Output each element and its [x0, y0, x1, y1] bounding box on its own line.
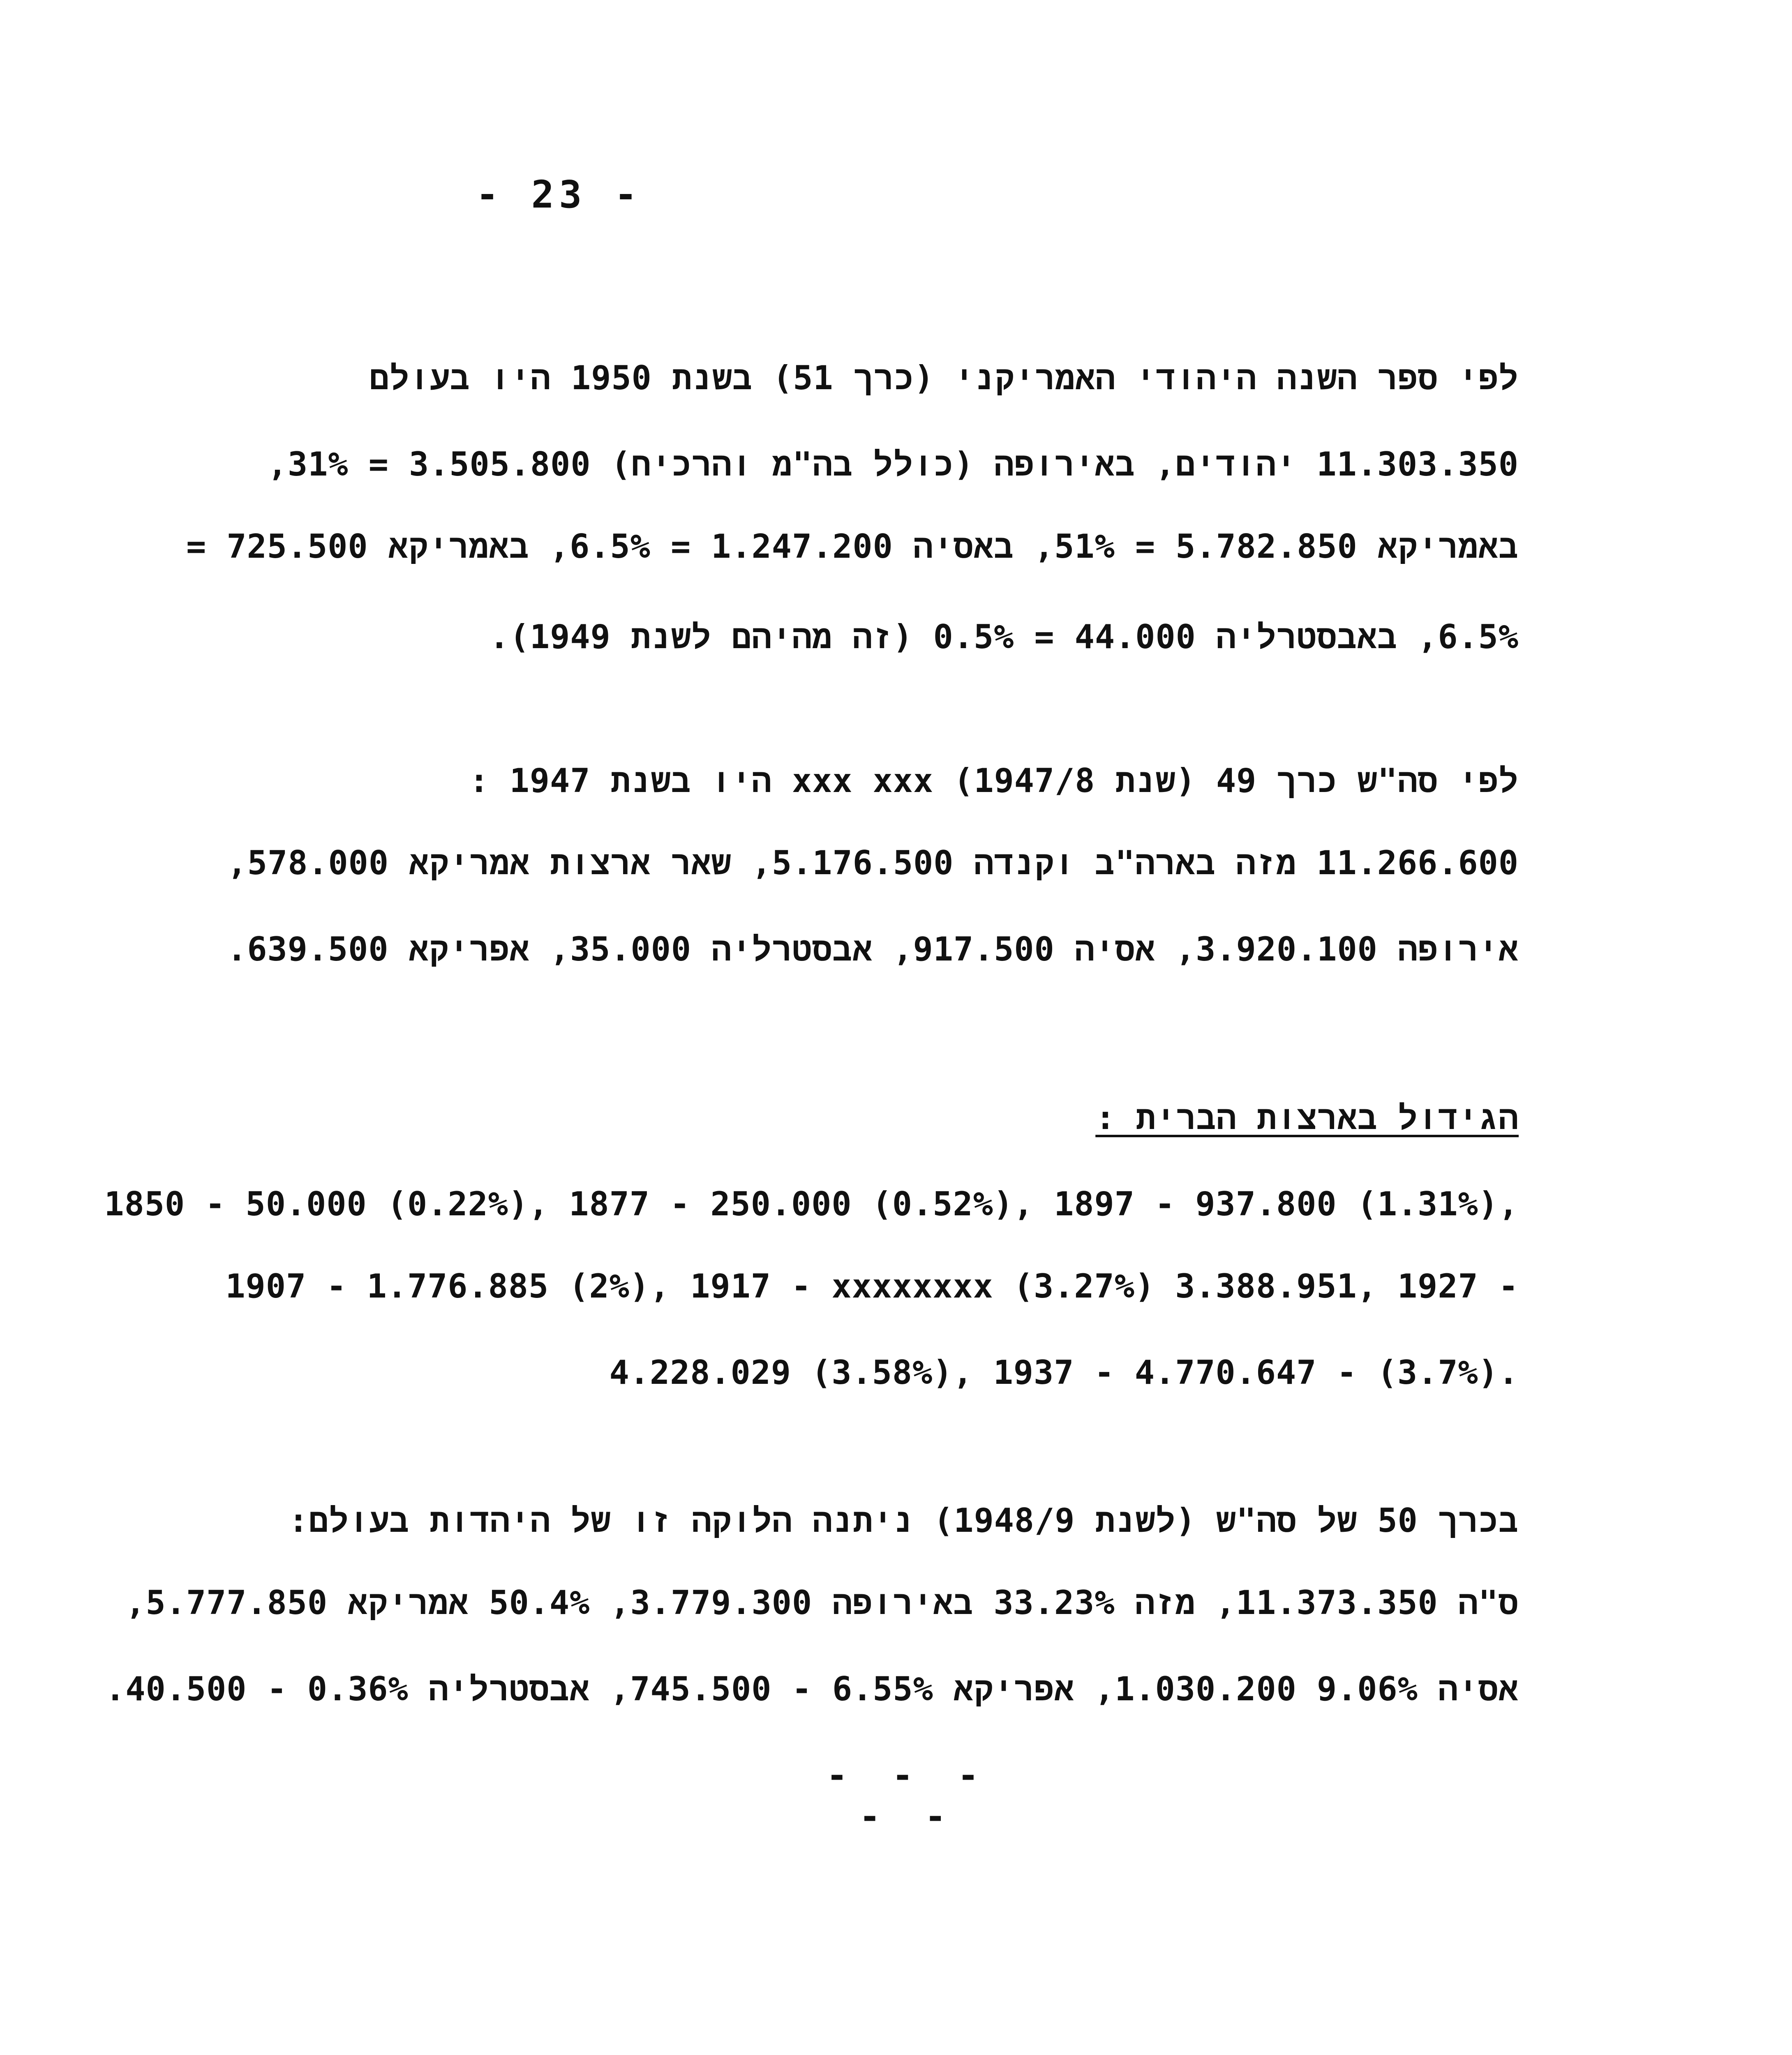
- text-line: לפי סה"ש כרך 49 (שנת 1947/8) xxx xxx היו בשנת 1947 :: [469, 762, 1519, 800]
- text-line: אירופה 3.920.100, אסיה 917.500, אבסטרליה 35.000, אפריקא 639.500.: [227, 930, 1519, 968]
- text-line: באמריקא 5.782.850 = 51%, באסיה 1.247.200 = 6.5%, באמריקא 725.500 =: [186, 527, 1519, 566]
- closing-dashes: - - - - -: [826, 1755, 991, 1837]
- section-heading: הגידול בארצות הברית :: [1095, 1099, 1519, 1137]
- text-line: 6.5%, באבסטרליה 44.000 = 0.5% (זה מהיהם לשנת 1949).: [489, 618, 1519, 656]
- text-line: 1907 - 1.776.885 (2%), 1917 - xxxxxxxx (3.27%) 3.388.951, 1927 -: [225, 1267, 1519, 1305]
- text-line: ס"ה 11.373.350, מזה 33.23% באירופה 3.779.300, 50.4% אמריקא 5.777.850,: [125, 1584, 1519, 1622]
- text-line: 11.303.350 יהודים, באירופה (כולל בה"מ והרכיח) 3.505.800 = 31%,: [267, 445, 1519, 483]
- text-line: 4.228.029 (3.58%), 1937 - 4.770.647 - (3.7%).: [609, 1353, 1519, 1392]
- text-line: 11.266.600 מזה בארה"ב וקנדה 5.176.500, שאר ארצות אמריקא 578.000,: [227, 844, 1519, 882]
- text-line: בכרך 50 של סה"ש (לשנת 1948/9) ניתנה הלוקה זו של היהדות בעולם:: [288, 1501, 1519, 1540]
- page-number: - 23 -: [476, 173, 642, 217]
- text-line: לפי ספר השנה היהודי האמריקני (כרך 51) בשנת 1950 היו בעולם: [369, 359, 1519, 397]
- text-line: אסיה 9.06% 1.030.200, אפריקא 6.55% - 745.500, אבסטרליה 0.36% - 40.500.: [105, 1670, 1519, 1708]
- text-line: 1850 - 50.000 (0.22%), 1877 - 250.000 (0.52%), 1897 - 937.800 (1.31%),: [104, 1185, 1519, 1223]
